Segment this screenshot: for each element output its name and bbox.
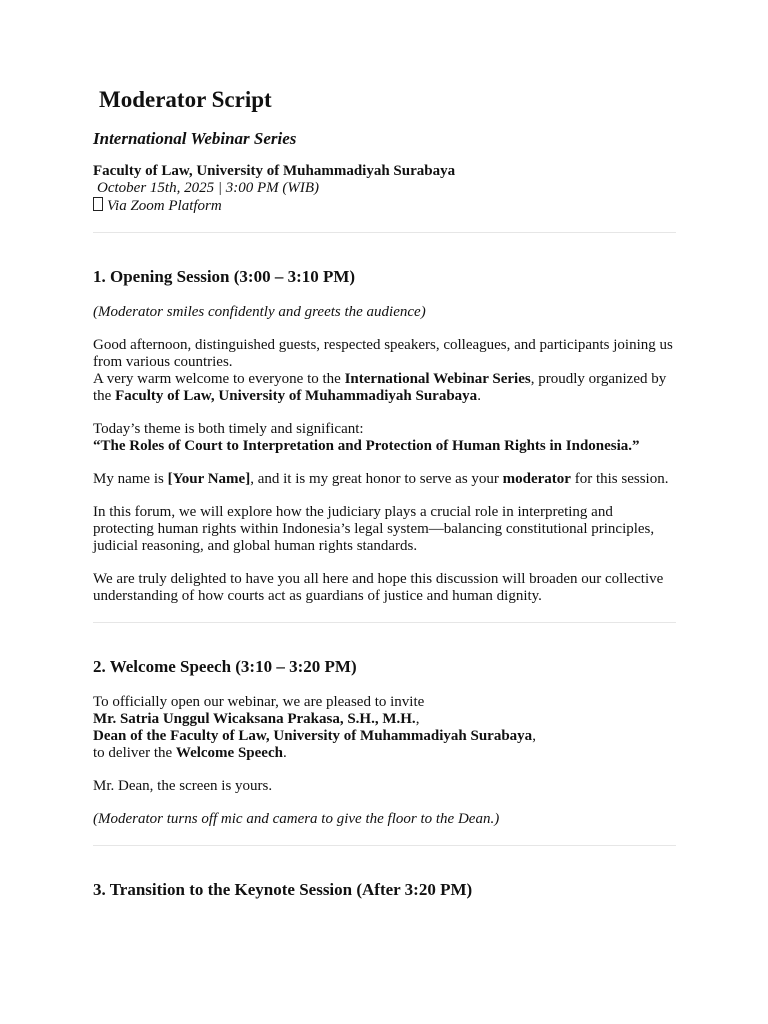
stage-direction: (Moderator turns off mic and camera to give the floor to the Dean.) <box>93 811 500 827</box>
text: , and it is my great honor to serve as your <box>250 471 503 487</box>
text: Today’s theme is both timely and significant: <box>93 421 364 437</box>
text: Good afternoon, distinguished guests, respected speakers, colleagues, and participants joining us from various countries. <box>93 337 673 370</box>
dean-title: Dean of the Faculty of Law, University of Muhammadiyah Surabaya <box>93 728 533 744</box>
section-divider <box>93 232 676 233</box>
text: to deliver the <box>93 745 176 761</box>
platform-text: Via Zoom Platform <box>107 198 222 214</box>
section-divider <box>93 845 676 846</box>
text: My name is <box>93 471 168 487</box>
event-date: October 15th, 2025 | 3:00 PM (WIB) <box>97 180 319 196</box>
bold-text: moderator <box>502 471 571 487</box>
paragraph: Mr. Dean, the screen is yours. <box>93 778 273 794</box>
bold-text: Welcome Speech <box>175 745 283 761</box>
paragraph <box>93 421 676 455</box>
event-info <box>93 163 676 215</box>
bold-text: Faculty of Law, University of Muhammadiyah Surabaya <box>115 388 478 404</box>
paragraph: We are truly delighted to have you all here and hope this discussion will broaden our collective understanding of how courts act as guardians of justice and human dignity. <box>93 571 664 604</box>
section-heading-transition: 3. Transition to the Keynote Session (After 3:20 PM) <box>93 880 473 899</box>
page-title: Moderator Script <box>99 87 272 112</box>
paragraph: In this forum, we will explore how the judiciary plays a crucial role in interpreting and protecting human rights within Indonesia’s legal system—balancing constitutional principles, judicial reasoning, and global human rights standards. <box>93 504 655 554</box>
bold-text: International Webinar Series <box>344 371 531 387</box>
text: To officially open our webinar, we are pleased to invite <box>93 694 425 710</box>
page-subtitle: International Webinar Series <box>93 129 297 148</box>
paragraph <box>93 337 676 405</box>
document-content <box>93 84 676 901</box>
theme-text: “The Roles of Court to Interpretation and Protection of Human Rights in Indonesia.” <box>93 438 640 454</box>
name-placeholder: [Your Name] <box>167 471 251 487</box>
text: , proudly organized by the <box>93 371 667 404</box>
organizer: Faculty of Law, University of Muhammadiyah Surabaya <box>93 163 456 179</box>
text: , <box>532 728 536 744</box>
section-heading-welcome: 2. Welcome Speech (3:10 – 3:20 PM) <box>93 657 357 676</box>
text: , <box>415 711 420 727</box>
section-divider <box>93 622 676 623</box>
missing-glyph-icon <box>93 197 103 211</box>
dean-name: Mr. Satria Unggul Wicaksana Prakasa, S.H., M.H. <box>93 711 416 727</box>
stage-direction: (Moderator smiles confidently and greets the audience) <box>93 304 426 320</box>
section-heading-opening: 1. Opening Session (3:00 – 3:10 PM) <box>93 267 356 286</box>
text: . <box>282 745 287 761</box>
event-platform <box>93 197 676 215</box>
paragraph <box>93 471 676 488</box>
text: for this session. <box>570 471 669 487</box>
paragraph <box>93 694 676 762</box>
text: . <box>477 388 481 404</box>
text: A very warm welcome to everyone to the <box>93 371 345 387</box>
